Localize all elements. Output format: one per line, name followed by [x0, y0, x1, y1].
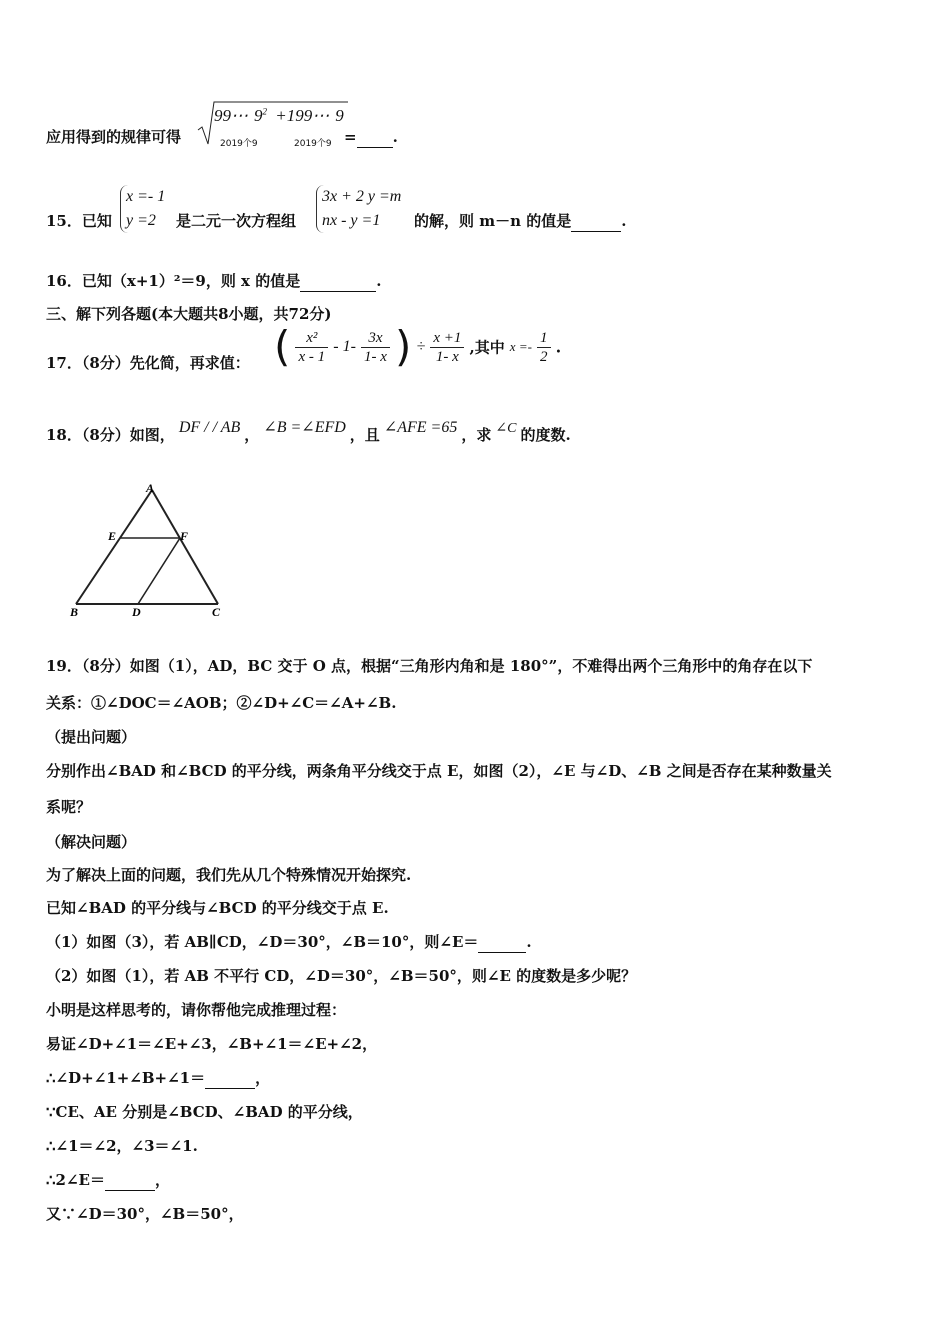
sqrt-prefix: 应用得到的规律可得: [46, 128, 182, 146]
q15-solution-system: x =- 1 y =2: [120, 185, 169, 233]
label-a: A: [146, 481, 155, 495]
q19-line-14: ∵CE、AE 分别是∠BCD、∠BAD 的平分线，: [46, 1103, 363, 1121]
q15-tail: 的解，则 m－n 的值是 .: [414, 212, 627, 230]
q19-line-5: 系呢？: [46, 798, 92, 816]
answer-blank: [205, 1068, 255, 1089]
answer-blank: [105, 1170, 155, 1191]
sqrt-term1: 99⋯ $9^2$ +199⋯ 9: [214, 106, 344, 125]
q19-line-17: 又∵∠D＝30°，∠B＝50°，: [46, 1205, 244, 1223]
frac-3: $\frac{x +1}{1- x}$: [430, 329, 464, 366]
label-b: B: [70, 605, 79, 619]
q19-line-16: ∴2∠E＝ ，: [46, 1171, 170, 1189]
q19-line-2: 关系：①∠DOC＝∠AOB；②∠D+∠C＝∠A+∠B.: [46, 694, 397, 712]
q19-line-15: ∴∠1＝∠2，∠3＝∠1.: [46, 1137, 198, 1155]
sqrt-line: [46, 127, 181, 147]
q19-line-8: 已知∠BAD 的平分线与∠BCD 的平分线交于点 E.: [46, 899, 389, 917]
sqrt-under1: 2019个9: [220, 139, 258, 149]
q19-line-7: 为了解决上面的问题，我们先从几个特殊情况开始探究.: [46, 866, 412, 884]
label-c: C: [212, 605, 221, 619]
q19-line-3: （提出问题）: [46, 728, 137, 746]
edge-ab: [76, 490, 152, 604]
frac-1: $\frac{\text{x²}}{x - 1}$: [295, 329, 328, 366]
answer-blank: [478, 932, 526, 953]
edge-ac: [152, 490, 218, 604]
q15: 15．已知: [46, 212, 112, 230]
q19-line-10: （2）如图（1），若 AB 不平行 CD，∠D＝30°，∠B＝50°，则∠E 的度数是多少呢？: [46, 967, 637, 985]
sqrt-under2: 2019个9: [294, 139, 332, 149]
q19-line-1: 19．（8分）如图（1），AD，BC 交于 O 点，根据“三角形内角和是 180°”，不难得出两个三角形中的角存在以下: [46, 657, 813, 675]
q16: 16．已知（x+1）²＝9，则 x 的值是 .: [46, 272, 382, 290]
answer-blank: [571, 211, 621, 232]
q19-line-12: 易证∠D+∠1＝∠E+∠3，∠B+∠1＝∠E+∠2，: [46, 1035, 378, 1053]
q17-label: 17．（8分）先化简，再求值：: [46, 354, 250, 372]
answer-blank: [300, 271, 376, 292]
q15-equation-system: 3x + 2 y =m nx - y =1: [316, 185, 405, 233]
label-e: E: [108, 529, 117, 543]
q18: 18．（8分）如图， DF / / AB ， ∠B =∠EFD ，且 ∠AFE =65 ，求 ∠C 的度数.: [46, 419, 571, 444]
label-f: F: [180, 529, 189, 543]
q19-line-9: （1）如图（3），若 AB∥CD，∠D＝30°，∠B＝10°，则∠E＝ .: [46, 933, 532, 951]
q15-mid: 是二元一次方程组: [176, 212, 297, 230]
q19-line-6: （解决问题）: [46, 833, 137, 851]
sqrt-answer: = .: [344, 128, 398, 146]
label-d: D: [132, 605, 141, 619]
frac-2: $\frac{3x}{1- x}$: [361, 329, 390, 366]
section-heading: 三、解下列各题(本大题共8小题，共72分): [46, 305, 332, 323]
answer-blank: [357, 127, 393, 148]
q17-expression: ( $\frac{\text{x²}}{x - 1}$ - 1- $\frac{3x}{1- x}$ ) ÷ $\frac{x +1}{1- x}$ ,其中 x =- $\frac{1}{2}$ .: [274, 322, 562, 371]
q19-line-4: 分别作出∠BAD 和∠BCD 的平分线，两条角平分线交于点 E，如图（2），∠E 与∠D、∠B 之间是否存在某种数量关: [46, 762, 832, 780]
q19-line-13: ∴∠D+∠1+∠B+∠1＝ ，: [46, 1069, 271, 1087]
q19-line-11: 小明是这样思考的，请你帮他完成推理过程：: [46, 1001, 347, 1019]
frac-4: $\frac{1}{2}$: [537, 329, 551, 366]
segment-fd: [138, 538, 180, 604]
triangle-figure: [66, 480, 231, 620]
